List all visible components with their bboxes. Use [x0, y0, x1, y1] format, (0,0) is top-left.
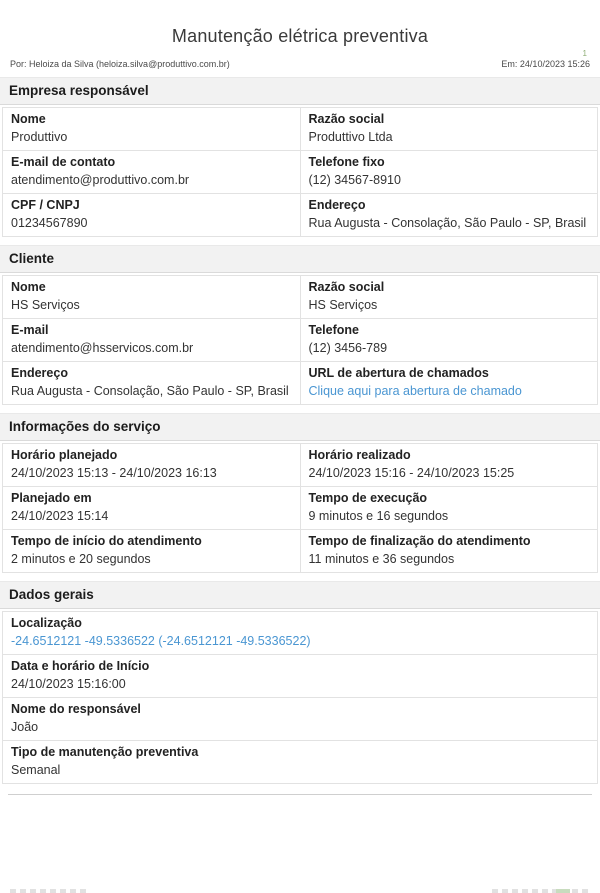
- field-value: 01234567890: [11, 215, 88, 230]
- field-value: 2 minutos e 20 segundos: [11, 551, 151, 566]
- table-row: [3, 150, 597, 193]
- field-value: (12) 34567-8910: [308, 172, 401, 187]
- table-row: [3, 108, 597, 150]
- field-value: 9 minutos e 16 segundos: [308, 508, 449, 523]
- section-header-informacoes-servico: Informações do serviço: [0, 413, 600, 441]
- field-endereco-cliente: [3, 362, 300, 404]
- table-row: [3, 654, 597, 697]
- field-label: Razão social: [308, 280, 385, 294]
- field-label: Tempo de finalização do atendimento: [308, 534, 531, 548]
- field-label: E-mail: [11, 323, 49, 337]
- field-cpf-cnpj: [3, 194, 300, 236]
- table-row: [3, 193, 597, 236]
- field-value: 24/10/2023 15:13 - 24/10/2023 16:13: [11, 465, 217, 480]
- field-value: 24/10/2023 15:16:00: [11, 676, 126, 691]
- field-value: atendimento@hsservicos.com.br: [11, 340, 194, 355]
- field-value: Rua Augusta - Consolação, São Paulo - SP, Brasil: [11, 383, 289, 398]
- field-value: João: [11, 719, 39, 734]
- table-row: [3, 318, 597, 361]
- footer-logo-artifact: [556, 889, 570, 893]
- field-nome-cliente: [3, 276, 300, 318]
- field-data-horario-inicio: [3, 655, 597, 697]
- page-number: 1: [582, 49, 587, 58]
- field-value: 24/10/2023 15:14: [11, 508, 109, 523]
- field-value: Produttivo Ltda: [308, 129, 393, 144]
- section-header-empresa-responsavel: Empresa responsável: [0, 77, 600, 105]
- table-row: [3, 529, 597, 572]
- field-label: Tipo de manutenção preventiva: [11, 745, 199, 759]
- field-localizacao: [3, 612, 597, 654]
- field-label: Nome: [11, 280, 46, 294]
- field-nome: [3, 108, 300, 150]
- field-email-contato: [3, 151, 300, 193]
- field-tempo-execucao: [300, 487, 598, 529]
- table-row: [3, 444, 597, 486]
- field-label: Nome do responsável: [11, 702, 141, 716]
- field-url-abertura-chamados: [300, 362, 598, 404]
- footer-text-artifact-right: [492, 889, 588, 893]
- field-tipo-manutencao-preventiva: [3, 741, 597, 783]
- field-label: Horário realizado: [308, 448, 411, 462]
- field-nome-responsavel: [3, 698, 597, 740]
- field-value: (12) 3456-789: [308, 340, 388, 355]
- field-value: 24/10/2023 15:16 - 24/10/2023 15:25: [308, 465, 515, 480]
- section-header-cliente: Cliente: [0, 245, 600, 273]
- table-row: [3, 276, 597, 318]
- table-empresa-responsavel: [2, 107, 598, 237]
- field-label: Tempo de início do atendimento: [11, 534, 202, 548]
- field-razao-social: [300, 108, 598, 150]
- table-informacoes-servico: [2, 443, 598, 573]
- byline-date: Em: 24/10/2023 15:26: [501, 59, 590, 69]
- field-value: 11 minutos e 36 segundos: [308, 551, 455, 566]
- field-label: Endereço: [308, 198, 366, 212]
- field-value: Rua Augusta - Consolação, São Paulo - SP, Brasil: [308, 215, 587, 230]
- field-label: Razão social: [308, 112, 385, 126]
- field-label: Localização: [11, 616, 82, 630]
- field-label: CPF / CNPJ: [11, 198, 80, 212]
- report-title: Manutenção elétrica preventiva: [171, 26, 429, 46]
- open-ticket-link[interactable]: Clique aqui para abertura de chamado: [308, 383, 522, 398]
- field-telefone-cliente: [300, 319, 598, 361]
- field-label: Tempo de execução: [308, 491, 428, 505]
- field-email-cliente: [3, 319, 300, 361]
- section-header-dados-gerais: Dados gerais: [0, 581, 600, 609]
- field-label: URL de abertura de chamados: [308, 366, 489, 380]
- field-label: Telefone fixo: [308, 155, 385, 169]
- field-label: Horário planejado: [11, 448, 118, 462]
- byline-author: Por: Heloiza da Silva (heloiza.silva@produttivo.com.br): [10, 59, 230, 69]
- field-value: Produttivo: [11, 129, 68, 144]
- footer-divider: [8, 794, 592, 795]
- table-cliente: [2, 275, 598, 405]
- field-value: atendimento@produttivo.com.br: [11, 172, 190, 187]
- field-label: E-mail de contato: [11, 155, 116, 169]
- field-value: HS Serviços: [308, 297, 378, 312]
- table-row: [3, 612, 597, 654]
- table-row: [3, 740, 597, 783]
- field-label: Telefone: [308, 323, 359, 337]
- field-label: Nome: [11, 112, 46, 126]
- field-label: Planejado em: [11, 491, 92, 505]
- field-razao-social-cliente: [300, 276, 598, 318]
- field-planejado-em: [3, 487, 300, 529]
- field-tempo-inicio-atendimento: [3, 530, 300, 572]
- table-dados-gerais: [2, 611, 598, 784]
- byline: [0, 59, 600, 69]
- field-horario-realizado: [300, 444, 598, 486]
- field-telefone-fixo: [300, 151, 598, 193]
- field-label: Endereço: [11, 366, 68, 380]
- field-horario-planejado: [3, 444, 300, 486]
- field-value: HS Serviços: [11, 297, 80, 312]
- table-row: [3, 697, 597, 740]
- footer-text-artifact-left: [10, 889, 88, 893]
- field-tempo-finalizacao-atendimento: [300, 530, 598, 572]
- field-label: Data e horário de Início: [11, 659, 150, 673]
- field-value: Semanal: [11, 762, 61, 777]
- table-row: [3, 486, 597, 529]
- field-endereco-empresa: [300, 194, 598, 236]
- location-link[interactable]: -24.6512121 -49.5336522 (-24.6512121 -49.5336522): [11, 633, 311, 648]
- table-row: [3, 361, 597, 404]
